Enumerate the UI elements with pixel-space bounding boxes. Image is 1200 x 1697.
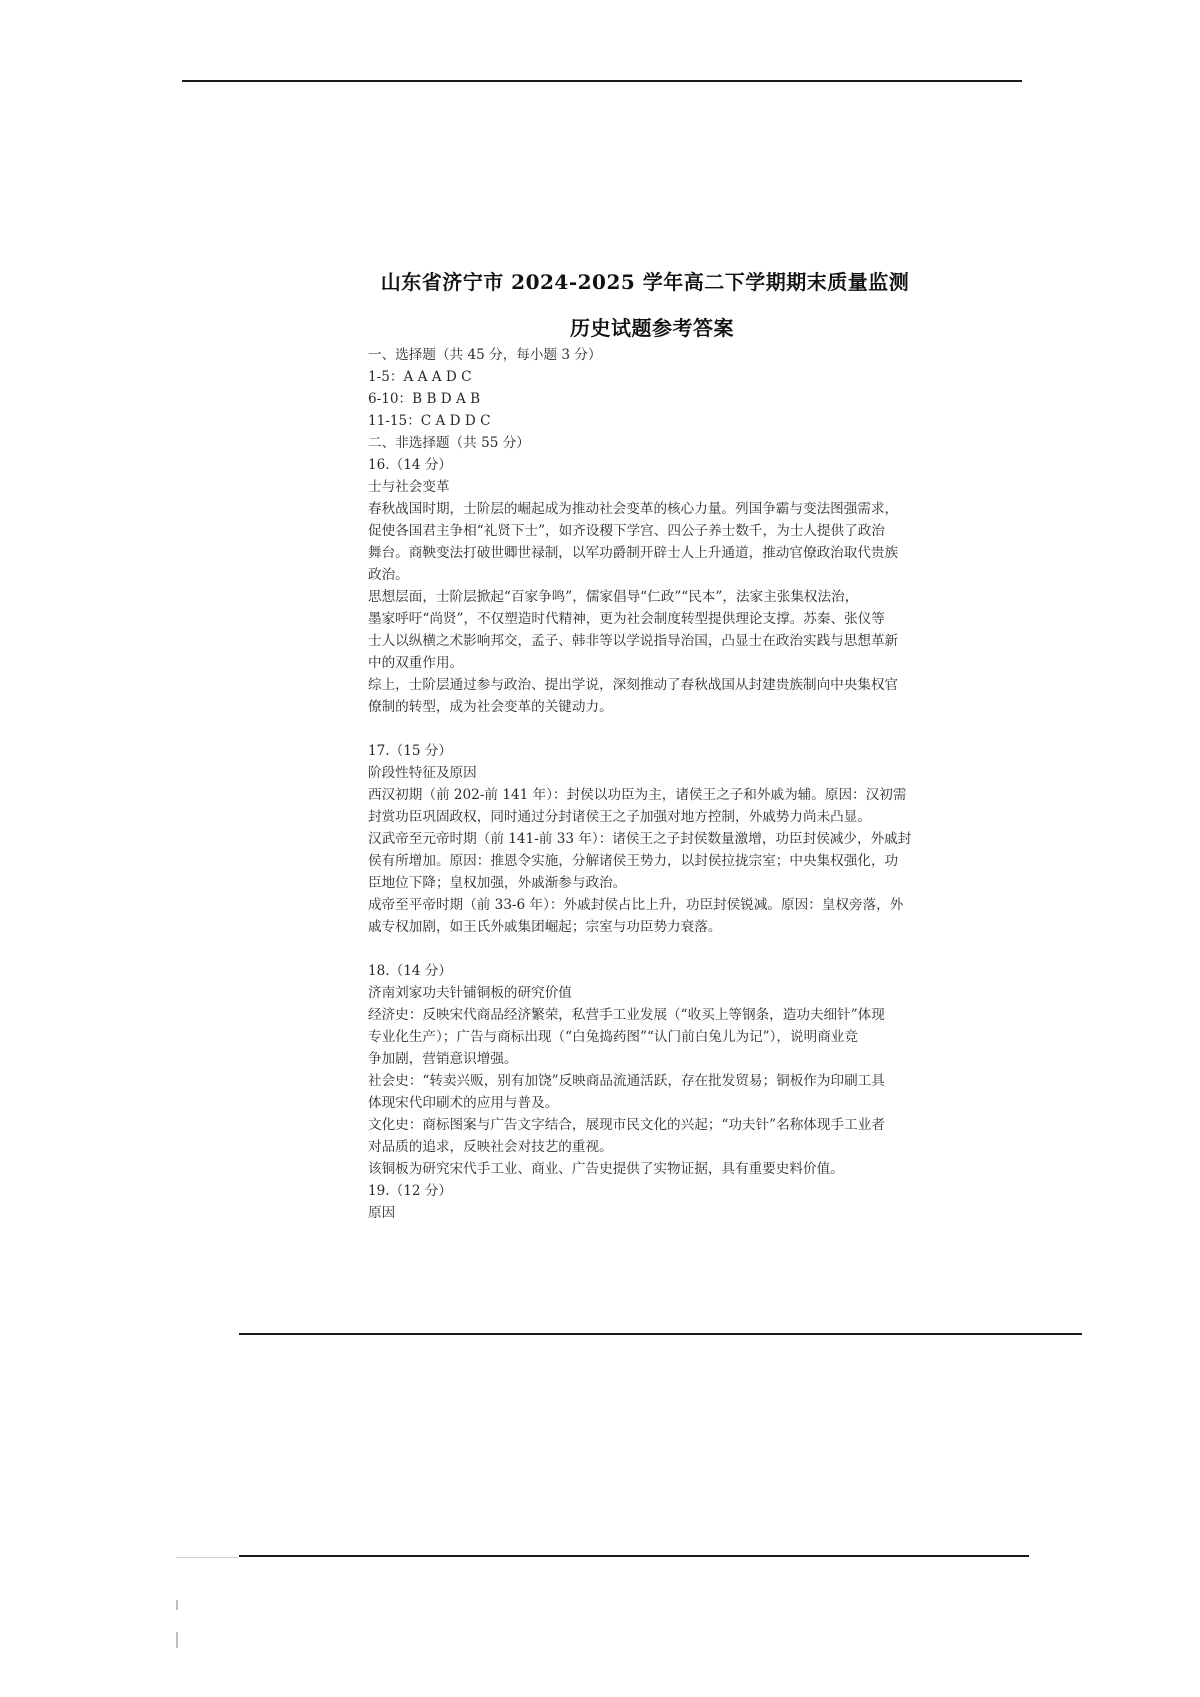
- answer-line: 士人以纵横之术影响邦交，孟子、韩非等以学说指导治国，凸显士在政治实践与思想革新: [368, 633, 899, 649]
- answer-line: 春秋战国时期，士阶层的崛起成为推动社会变革的核心力量。列国争霸与变法图强需求，: [368, 501, 899, 517]
- scan-artifact: [176, 1600, 178, 1610]
- question-topic: 原因: [368, 1205, 396, 1221]
- scan-artifact: [176, 1632, 178, 1648]
- answer-line: 侯有所增加。原因：推恩令实施，分解诸侯王势力，以封侯拉拢宗室；中央集权强化，功: [368, 853, 899, 869]
- question-label: 18.（14 分）: [368, 963, 453, 979]
- answer-line: 封赏功臣巩固政权，同时通过分封诸侯王之子加强对地方控制，外戚势力尚未凸显。: [368, 809, 871, 825]
- answer-line: 经济史：反映宋代商品经济繁荣，私营手工业发展（“收买上等钢条，造功夫细针”体现: [368, 1007, 885, 1023]
- answer-line: 专业化生产）；广告与商标出现（“白兔捣药图”“认门前白兔儿为记”），说明商业竞: [368, 1029, 858, 1045]
- answer-line: 僚制的转型，成为社会变革的关键动力。: [368, 699, 613, 715]
- answer-line: 臣地位下降；皇权加强，外戚渐参与政治。: [368, 875, 627, 891]
- document-subtitle: 历史试题参考答案: [570, 316, 734, 340]
- spacer: [368, 938, 956, 960]
- answer-line: 该铜板为研究宋代手工业、商业、广告史提供了实物证据，具有重要史料价值。: [368, 1161, 844, 1177]
- answer-row: 6-10：B B D A B: [368, 391, 481, 407]
- answer-line: 政治。: [368, 567, 409, 583]
- answer-line: 汉武帝至元帝时期（前 141-前 33 年）：诸侯王之子封侯数量激增，功臣封侯减少，外戚封: [368, 831, 912, 847]
- answer-line: 墨家呼吁“尚贤”，不仅塑造时代精神，更为社会制度转型提供理论支撑。苏秦、张仪等: [368, 611, 885, 627]
- answer-line: 戚专权加剧，如王氏外戚集团崛起；宗室与功臣势力衰落。: [368, 919, 722, 935]
- bottom-rule: [239, 1555, 1029, 1557]
- answer-line: 文化史：商标图案与广告文字结合，展现市民文化的兴起；“功夫针”名称体现手工业者: [368, 1117, 885, 1133]
- section-heading-nonchoice: 二、非选择题（共 55 分）: [368, 435, 530, 451]
- answer-line: 体现宋代印刷术的应用与普及。: [368, 1095, 559, 1111]
- answer-line: 思想层面，士阶层掀起“百家争鸣”，儒家倡导“仁政”“民本”，法家主张集权法治，: [368, 589, 859, 605]
- answer-line: 综上，士阶层通过参与政治、提出学说，深刻推动了春秋战国从封建贵族制向中央集权官: [368, 677, 899, 693]
- middle-rule: [239, 1333, 1082, 1335]
- question-topic: 阶段性特征及原因: [368, 765, 477, 781]
- question-label: 17.（15 分）: [368, 743, 453, 759]
- question-label: 16.（14 分）: [368, 457, 453, 473]
- spacer: [368, 718, 956, 740]
- top-rule: [182, 80, 1022, 82]
- answer-row: 11-15：C A D D C: [368, 413, 491, 429]
- question-topic: 济南刘家功夫针铺铜板的研究价值: [368, 985, 572, 1001]
- scan-artifact: [176, 1557, 238, 1558]
- question-topic: 士与社会变革: [368, 479, 450, 495]
- answer-line: 促使各国君主争相“礼贤下士”，如齐设稷下学宫、四公子养士数千，为士人提供了政治: [368, 523, 885, 539]
- document-title: 山东省济宁市 2024-2025 学年高二下学期期末质量监测: [380, 270, 910, 294]
- answer-line: 西汉初期（前 202-前 141 年）：封侯以功臣为主，诸侯王之子和外戚为辅。原因：汉初需: [368, 787, 907, 803]
- answer-content: [368, 344, 956, 1224]
- answer-line: 成帝至平帝时期（前 33-6 年）：外戚封侯占比上升，功臣封侯锐减。原因：皇权旁落，外: [368, 897, 904, 913]
- answer-row: 1-5：A A A D C: [368, 369, 472, 385]
- section-heading-choice: 一、选择题（共 45 分，每小题 3 分）: [368, 347, 602, 363]
- question-label: 19.（12 分）: [368, 1183, 453, 1199]
- answer-line: 社会史：“转卖兴贩，别有加饶”反映商品流通活跃，存在批发贸易；铜板作为印刷工具: [368, 1073, 885, 1089]
- answer-line: 争加剧，营销意识增强。: [368, 1051, 518, 1067]
- answer-line: 中的双重作用。: [368, 655, 464, 671]
- answer-line: 对品质的追求，反映社会对技艺的重视。: [368, 1139, 613, 1155]
- answer-line: 舞台。商鞅变法打破世卿世禄制，以军功爵制开辟士人上升通道，推动官僚政治取代贵族: [368, 545, 899, 561]
